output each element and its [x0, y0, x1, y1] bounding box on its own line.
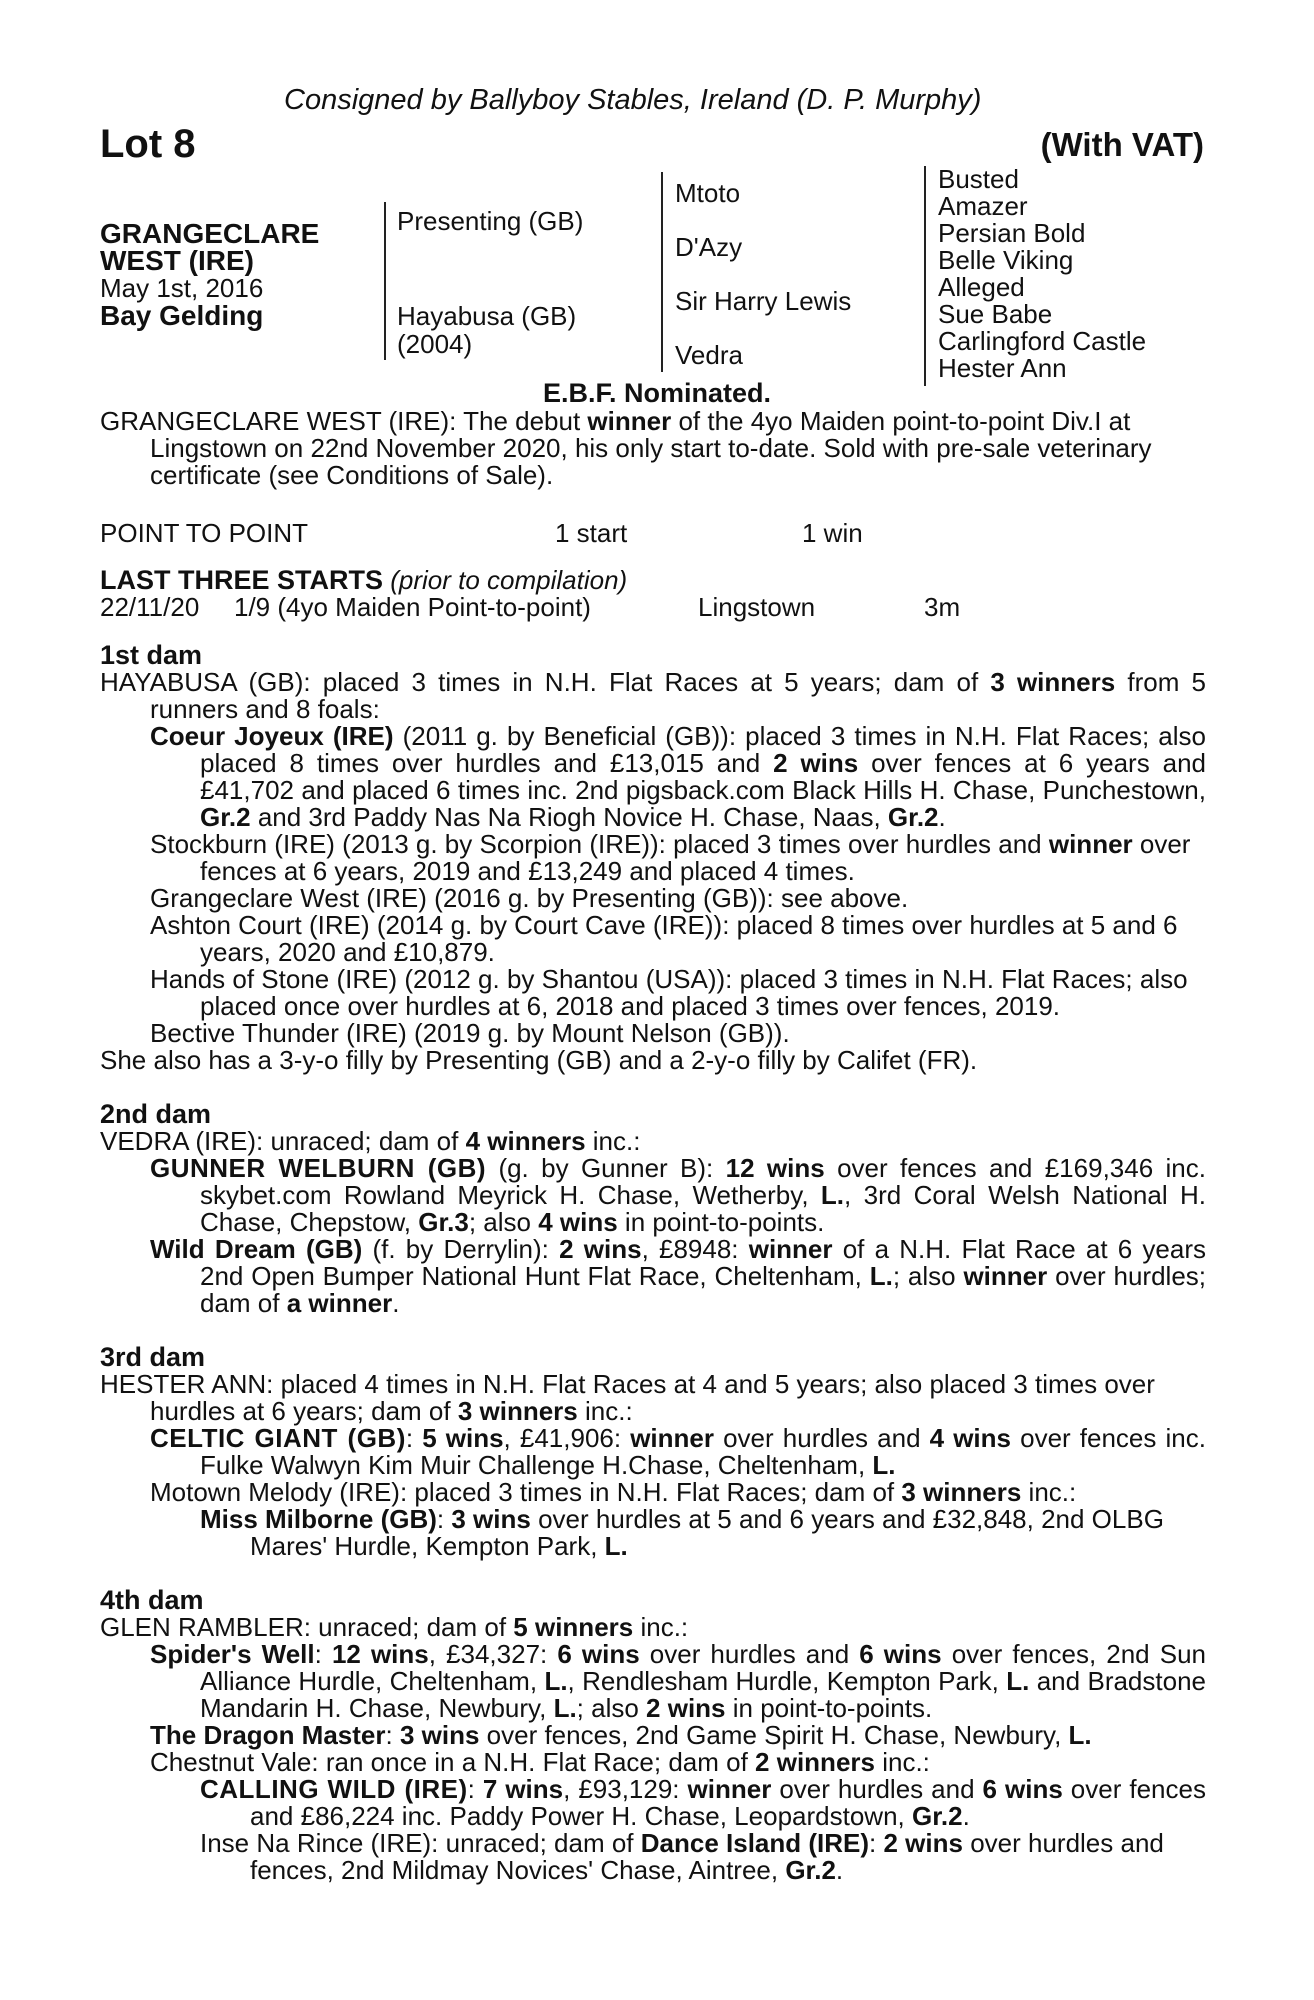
last-start-course: Lingstown: [698, 592, 816, 622]
produce-celtic-giant: CELTIC GIANT (GB): 5 wins, £41,906: winner over hurdles and 4 wins over fences inc. Fulke Walwyn Kim Muir Challenge H.Chase, Cheltenham, L.: [150, 1423, 1206, 1480]
fourth-dam-winners: 5 winners: [513, 1612, 634, 1642]
horse-name-line1: GRANGECLARE: [100, 218, 320, 249]
intro-winner: winner: [587, 406, 672, 436]
pedigree-g3-5: Alleged: [938, 272, 1025, 302]
last-start-race: 1/9 (4yo Maiden Point-to-point): [234, 592, 591, 622]
consignor-line: Consigned by Ballyboy Stables, Ireland (D. P. Murphy): [284, 84, 982, 116]
ebf-nominated: E.B.F. Nominated.: [542, 378, 772, 408]
produce-hands-of-stone: Hands of Stone (IRE) (2012 g. by Shantou (USA)): placed 3 times in N.H. Flat Races; also placed once over hurdles at 6, 2018 and placed 3 times over fences, 2019.: [150, 964, 1188, 1021]
second-dam-winners: 4 winners: [465, 1126, 586, 1156]
pedigree-g3-8: Hester Ann: [938, 353, 1067, 383]
pedigree-g2-3: Sir Harry Lewis: [675, 286, 852, 316]
second-dam-text: VEDRA (IRE): unraced; dam of: [100, 1126, 466, 1156]
produce-coeur-joyeux: Coeur Joyeux (IRE) (2011 g. by Beneficial (GB)): placed 3 times in N.H. Flat Races; also placed 8 times over hurdles and £13,015 and 2 wins over fences at 6 years and £41,702 and placed 6 times inc. 2nd pigsback.com Black Hills H. Chase, Punchestown, Gr.2 and 3rd Paddy Nas Na Riogh Novice H. Chase, Naas, Gr.2.: [150, 721, 1206, 832]
pedigree-dam-year: (2004): [397, 329, 473, 359]
pedigree-g2-4: Vedra: [675, 340, 743, 370]
pedigree-g3-7: Carlingford Castle: [938, 326, 1147, 356]
intro-text: GRANGECLARE WEST (IRE): The debut: [100, 406, 588, 436]
pedigree-sire: Presenting (GB): [397, 206, 584, 236]
second-dam-heading: 2nd dam: [100, 1099, 212, 1129]
first-dam-note: She also has a 3-y-o filly by Presenting (GB) and a 2-y-o filly by Califet (FR).: [100, 1045, 978, 1075]
pedigree-g3-6: Sue Babe: [938, 299, 1053, 329]
last-three-heading: [100, 567, 627, 594]
intro-text-rest: of the 4yo Maiden point-to-point Div.I at Lingstown on 22nd November 2020, his only start to-date. Sold with pre-sale veterinary certificate (see Conditions of Sale).: [150, 406, 1152, 490]
first-dam-heading: 1st dam: [100, 640, 203, 670]
produce-gunner-welburn: GUNNER WELBURN (GB) (g. by Gunner B): 12 wins over fences and £169,346 inc. skybet.com Rowland Meyrick H. Chase, Wetherby, L., 3rd Coral Welsh National H. Chase, Chepstow, Gr.3; also 4 wins in point-to-points.: [150, 1153, 1206, 1237]
first-dam-winners: 3 winners: [990, 667, 1116, 697]
produce-miss-milborne: Miss Milborne (GB): 3 wins over hurdles at 5 and 6 years and £32,848, 2nd OLBG Mares' Hurdle, Kempton Park, L.: [200, 1504, 1164, 1561]
horse-name-line2: WEST (IRE): [100, 245, 254, 276]
horse-foaled-date: May 1st, 2016: [100, 273, 264, 303]
pedigree-g3-1: Busted: [938, 164, 1019, 194]
lot-number: Lot 8: [100, 122, 196, 166]
produce-motown-melody: Motown Melody (IRE): placed 3 times in N.H. Flat Races; dam of 3 winners inc.:: [150, 1477, 1077, 1507]
produce-spiders-well: Spider's Well: 12 wins, £34,327: 6 wins over hurdles and 6 wins over fences, 2nd Sun Alliance Hurdle, Cheltenham, L., Rendlesham Hurdle, Kempton Park, L. and Bradstone Mandarin H. Chase, Newbury, L.; also 2 wins in point-to-points.: [150, 1639, 1206, 1723]
pedigree-g2-1: Mtoto: [675, 178, 741, 208]
produce-wild-dream: Wild Dream (GB) (f. by Derrylin): 2 wins, £8948: winner of a N.H. Flat Race at 6 years 2nd Open Bumper National Hunt Flat Race, Cheltenham, L.; also winner over hurdles; dam of a winner.: [150, 1234, 1207, 1318]
fourth-dam-text: GLEN RAMBLER: unraced; dam of: [100, 1612, 514, 1642]
record-starts: 1 start: [555, 518, 628, 548]
pedigree-g3-4: Belle Viking: [938, 245, 1074, 275]
horse-description: Bay Gelding: [100, 300, 264, 331]
first-dam-section: 1st dam HAYABUSA (GB): placed 3 times in N.H. Flat Races at 5 years; dam of 3 winners from 5 runners and 8 foals: Coeur Joyeux (IRE) (2011 g. by Beneficial (GB)): placed 3 times in N.H. Flat Races; also placed 8 times over hurdles and £13,015 and 2 wins over fences at 6 years and £41,702 and placed 6 times inc. 2nd pigsback.com Black Hills H. Chase, Punchestown, Gr.2 and 3rd Paddy Nas Na Riogh Novice H. Chase, Naas, Gr.2. Stockburn (IRE) (2013 g. by Scorpion (IRE)): placed 3 times over hurdles and winner over fences at 6 years, 2019 and £13,249 and placed 4 times. Grangeclare West (IRE) (2016 g. by Presenting (GB)): see above. Ashton Court (IRE) (2014 g. by Court Cave (IRE)): placed 8 times over hurdles at 5 and 6 years, 2020 and £10,879. Hands of Stone (IRE) (2012 g. by Shantou (USA)): placed 3 times in N.H. Flat Races; also placed once over hurdles at 6, 2018 and placed 3 times over fences, 2019. Bective Thunder (IRE) (2019 g. by Mount Nelson (GB)). She also has a 3-y-o filly by Presenting (GB) and a 2-y-o filly by Califet (FR). 2nd dam VEDRA (IRE): unraced; dam of 4 winners inc.: GUNNER WELBURN (GB) (g. by Gunner B): 12 wins over fences and £169,346 inc. skybet.com Rowland Meyrick H. Chase, Wetherby, L., 3rd Coral Welsh National H. Chase, Chepstow, Gr.3; also 4 wins in point-to-points. Wild Dream (GB) (f. by Derrylin): 2 wins, £8948: winner of a N.H. Flat Race at 6 years 2nd Open Bumper National Hunt Flat Race, Cheltenham, L.; also winner over hurdles; dam of a winner. 3rd dam HESTER ANN: placed 4 times in N.H. Flat Races at 4 and 5 years; also placed 3 times over hurdles at 6 years; dam of 3 winners inc.: CELTIC GIANT (GB): 5 wins, £41,906: winner over hurdles and 4 wins over fences inc. Fulke Walwyn Kim Muir Challenge H.Chase, Cheltenham, L. Motown Melody (IRE): placed 3 times in N.H. Flat Races; dam of 3 winners inc.: Miss Milborne (GB): 3 wins over hurdles at 5 and 6 years and £32,848, 2nd OLBG Mares' Hurdle, Kempton Park, L. 4th dam GLEN RAMBLER: unraced; dam of 5 winners inc.: Spider's Well: 12 wins, £34,327: 6 wins over hurdles and 6 wins over fences, 2nd Sun Alliance Hurdle, Cheltenham, L., Rendlesham Hurdle, Kempton Park, L. and Bradstone Mandarin H. Chase, Newbury, L.; also 2 wins in point-to-points. The Dragon Master: 3 wins over fences, 2nd Game Spirit H. Chase, Newbury, L. Chestnut Vale: ran once in a N.H. Flat Race; dam of 2 winners inc.: CALLING WILD (IRE): 7 wins, £93,129: winner over hurdles and 6 wins over fences and £86,224 inc. Paddy Power H. Chase, Leopardstown, Gr.2. Inse Na Rince (IRE): unraced; dam of Dance Island (IRE): 2 wins over hurdles and fences, 2nd Mildmay Novices' Chase, Aintree, Gr.2.: [100, 640, 1207, 1885]
produce-the-dragon-master: The Dragon Master: 3 wins over fences, 2nd Game Spirit H. Chase, Newbury, L.: [150, 1720, 1092, 1750]
produce-ashton-court: Ashton Court (IRE) (2014 g. by Court Cave (IRE)): placed 8 times over hurdles at 5 and 6 years, 2020 and £10,879.: [150, 910, 1178, 967]
pedigree-g3-3: Persian Bold: [938, 218, 1086, 248]
produce-calling-wild: CALLING WILD (IRE): 7 wins, £93,129: winner over hurdles and 6 wins over fences and £86,224 inc. Paddy Power H. Chase, Leopardstown, Gr.2.: [200, 1774, 1206, 1831]
produce-chestnut-vale: Chestnut Vale: ran once in a N.H. Flat Race; dam of 2 winners inc.:: [150, 1747, 930, 1777]
last-three-title: LAST THREE STARTS: [100, 565, 383, 595]
last-start-distance: 3m: [924, 592, 961, 622]
produce-grangeclare-west: Grangeclare West (IRE) (2016 g. by Presenting (GB)): see above.: [150, 883, 909, 913]
pedigree-bracket-1: [384, 202, 386, 360]
pedigree-g3-2: Amazer: [938, 191, 1028, 221]
last-three-subtitle: (prior to compilation): [390, 565, 628, 595]
pedigree-bracket-3: [924, 166, 926, 386]
pedigree-dam: Hayabusa (GB): [397, 301, 577, 331]
produce-bective-thunder: Bective Thunder (IRE) (2019 g. by Mount Nelson (GB)).: [150, 1018, 790, 1048]
third-dam-heading: 3rd dam: [100, 1342, 206, 1372]
vat-label: (With VAT): [1040, 126, 1204, 163]
third-dam-winners: 3 winners: [457, 1396, 578, 1426]
record-label: POINT TO POINT: [100, 518, 309, 548]
third-dam-text: HESTER ANN: placed 4 times in N.H. Flat Races at 4 and 5 years; also placed 3 times over hurdles at 6 years; dam of: [100, 1369, 1155, 1426]
pedigree-bracket-2: [661, 172, 663, 372]
first-dam-text-end: from 5 runners and 8 foals:: [150, 667, 1206, 724]
first-dam-text: HAYABUSA (GB): placed 3 times in N.H. Flat Races at 5 years; dam of: [100, 667, 991, 697]
last-start-date: 22/11/20: [100, 592, 200, 622]
record-wins: 1 win: [802, 518, 863, 548]
produce-stockburn: Stockburn (IRE) (2013 g. by Scorpion (IRE)): placed 3 times over hurdles and winner over fences at 6 years, 2019 and £13,249 and placed 4 times.: [150, 829, 1191, 886]
produce-inse-na-rince: Inse Na Rince (IRE): unraced; dam of Dance Island (IRE): 2 wins over hurdles and fences, 2nd Mildmay Novices' Chase, Aintree, Gr.2.: [200, 1828, 1164, 1885]
fourth-dam-heading: 4th dam: [100, 1585, 204, 1615]
pedigree-g2-2: D'Azy: [675, 232, 743, 262]
intro-section: [100, 408, 1206, 489]
